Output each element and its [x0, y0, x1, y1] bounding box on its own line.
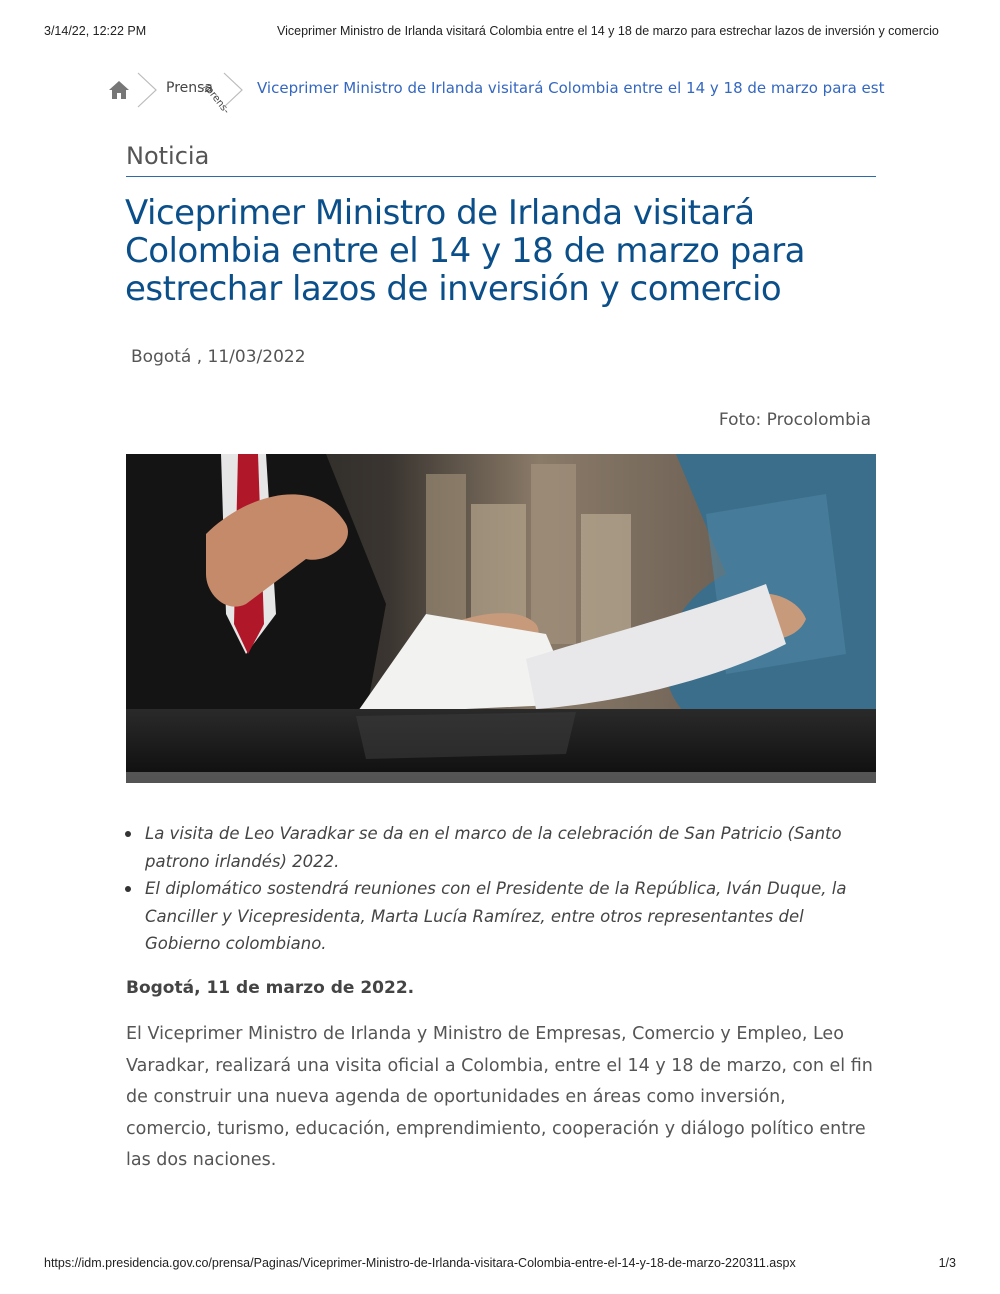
article-body: El Viceprimer Ministro de Irlanda y Ministro de Empresas, Comercio y Empleo, Leo Varadkar, realizará una visita oficial a Colombia, entre el 14 y 18 de marzo, con el fin de construir una nueva agenda de oportunidades en áreas como inversión, comercio, turismo, educación, emprendimiento, cooperación y diálogo político entre las dos naciones. [126, 1024, 873, 1170]
summary-bullets [145, 820, 880, 958]
breadcrumb-slug: /prens- [201, 82, 232, 117]
print-datetime: 3/14/22, 12:22 PM [44, 24, 147, 38]
section-label: Noticia [126, 142, 210, 170]
photo-credit: Foto: Procolombia [718, 410, 871, 430]
breadcrumb-current[interactable]: Viceprimer Ministro de Irlanda visitará Colombia entre el 14 y 18 de marzo para est [257, 79, 885, 97]
list-item: La visita de Leo Varadkar se da en el marco de la celebración de San Patricio (Santo patrono irlandés) 2022. [145, 820, 880, 875]
article-lead: Bogotá, 11 de marzo de 2022. [126, 978, 415, 998]
article-dateline: Bogotá , 11/03/2022 [131, 347, 306, 367]
print-footer [44, 1256, 956, 1272]
chevron-right-icon [136, 72, 158, 108]
print-header [44, 24, 939, 40]
print-url: https://idm.presidencia.gov.co/prensa/Paginas/Viceprimer-Ministro-de-Irlanda-visitara-Colombia-entre-el-14-y-18-de-marzo-220311.aspx [44, 1256, 796, 1270]
page-number: 1/3 [938, 1256, 956, 1270]
chevron-right-icon [222, 72, 244, 108]
article-photo [126, 454, 876, 783]
article-headline: Viceprimer Ministro de Irlanda visitará Colombia entre el 14 y 18 de marzo para estrechar lazos de inversión y comercio [125, 193, 806, 309]
section-divider [126, 176, 876, 177]
home-icon[interactable] [108, 80, 130, 100]
list-item: El diplomático sostendrá reuniones con el Presidente de la República, Iván Duque, la Canciller y Vicepresidenta, Marta Lucía Ramírez, entre otros representantes del Gobierno colombiano. [145, 875, 880, 958]
breadcrumb-item-prensa[interactable]: Prensa [166, 80, 214, 96]
breadcrumb [106, 70, 896, 117]
print-title: Viceprimer Ministro de Irlanda visitará Colombia entre el 14 y 18 de marzo para estrechar lazos de inversión y comercio [277, 24, 939, 38]
